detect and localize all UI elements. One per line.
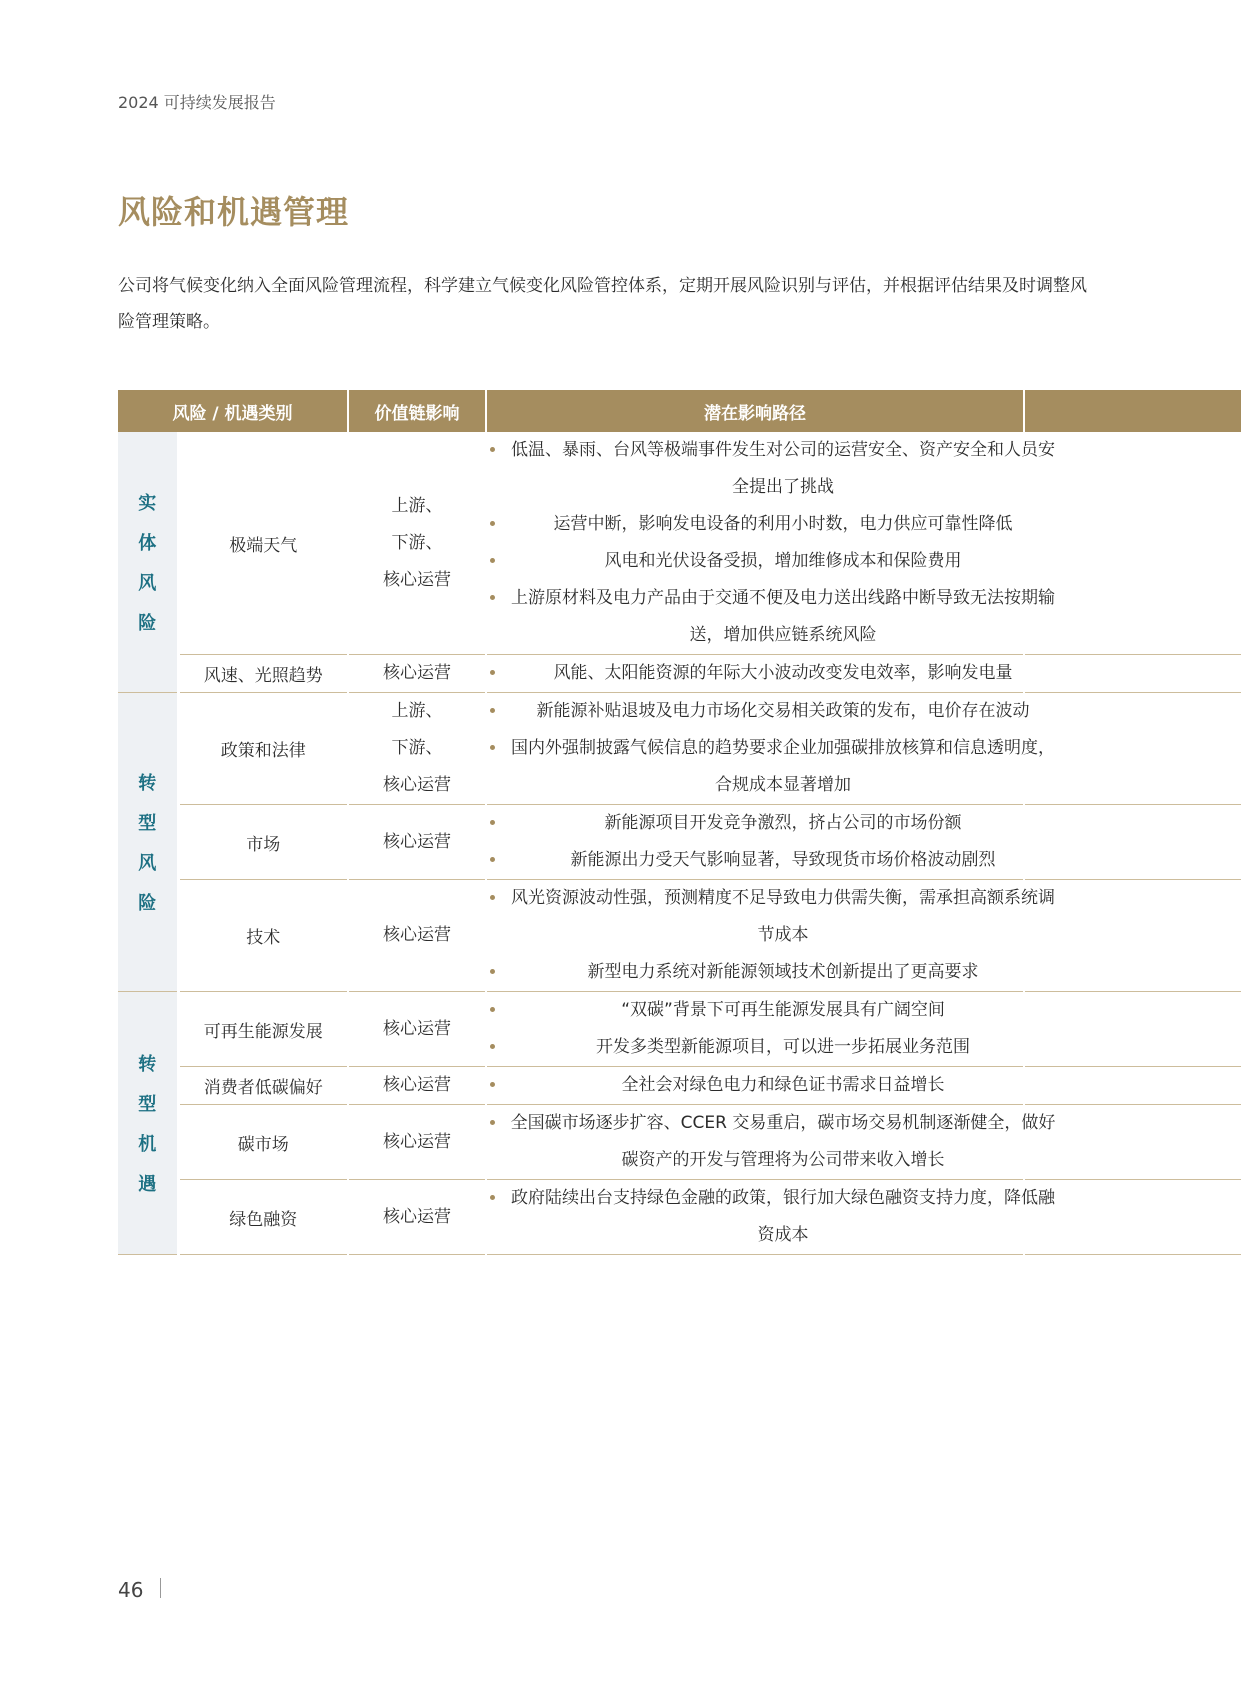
value-chain-cell [348, 432, 486, 655]
page-number-divider [160, 1578, 161, 1598]
intro-paragraph: 公司将气候变化纳入全面风险管理流程，科学建立气候变化风险管控体系，定期开展风险识别与评估，并根据评估结果及时调整风险管理策略。 [118, 276, 1087, 332]
impact-paths-cell [486, 1180, 1056, 1255]
impact-path-item: 上游原材料及电力产品由于交通不便及电力送出线路中断导致无法按期输送，增加供应链系统风险 [487, 580, 1063, 654]
group-label-char: 机 [138, 1134, 157, 1155]
value-chain-item: 核心运营 [383, 831, 452, 852]
group-label-cell [118, 693, 178, 992]
table-header-row [118, 390, 1241, 432]
table-row [118, 655, 1241, 693]
group-label-char: 风 [138, 573, 157, 594]
header-paths: 潜在影响路径 [486, 390, 1024, 432]
category-cell: 极端天气 [178, 432, 348, 655]
group-label-char: 型 [138, 813, 157, 834]
group-label-cell [118, 432, 178, 693]
value-chain-item: 核心运营 [383, 663, 452, 683]
impact-path-item: 新能源出力受天气影响显著，导致现货市场价格波动剧烈 [487, 842, 1063, 879]
impact-paths-cell [486, 432, 1056, 655]
value-chain-item: 核心运营 [383, 1018, 452, 1039]
table-row [118, 432, 1241, 655]
header-spacer [1024, 390, 1241, 432]
table-row [118, 805, 1241, 880]
impact-path-item: 新能源补贴退坡及电力市场化交易相关政策的发布，电价存在波动 [487, 693, 1063, 730]
value-chain-item: 核心运营 [383, 925, 452, 945]
impact-paths-cell [486, 805, 1024, 880]
group-label-char: 遇 [138, 1174, 157, 1195]
category-cell: 技术 [178, 880, 348, 992]
group-label-cell [118, 992, 178, 1255]
impact-path-item: 风电和光伏设备受损，增加维修成本和保险费用 [487, 543, 1063, 580]
group-label [118, 489, 177, 635]
category-cell: 风速、光照趋势 [178, 655, 348, 693]
impact-path-item: 低温、暴雨、台风等极端事件发生对公司的运营安全、资产安全和人员安全提出了挑战 [487, 432, 1063, 506]
group-label-char: 体 [138, 533, 157, 554]
category-cell: 绿色融资 [178, 1180, 348, 1255]
value-chain-item: 核心运营 [383, 775, 452, 795]
category-cell: 政策和法律 [178, 693, 348, 805]
value-chain-item: 下游、 [391, 532, 443, 553]
impact-path-item: 运营中断，影响发电设备的利用小时数，电力供应可靠性降低 [487, 506, 1063, 543]
category-cell: 消费者低碳偏好 [178, 1067, 348, 1105]
table-row [118, 1105, 1241, 1180]
value-chain-cell [348, 1180, 486, 1255]
impact-paths-cell [486, 880, 1056, 992]
impact-paths-cell [486, 992, 1024, 1067]
group-label-char: 险 [138, 613, 157, 634]
value-chain-cell [348, 805, 486, 880]
impact-path-item: 风能、太阳能资源的年际大小波动改变发电效率，影响发电量 [487, 655, 1063, 692]
group-label [118, 769, 177, 915]
group-label-char: 风 [138, 853, 157, 874]
value-chain-item: 核心运营 [383, 1075, 452, 1095]
value-chain-cell [348, 1067, 486, 1105]
impact-path-item: 政府陆续出台支持绿色金融的政策，银行加大绿色融资支持力度，降低融资成本 [487, 1180, 1063, 1254]
impact-path-item: 全社会对绿色电力和绿色证书需求日益增长 [487, 1067, 1063, 1104]
risk-opportunity-table [118, 390, 1241, 1255]
table-row [118, 1067, 1241, 1105]
impact-paths-cell [486, 693, 1056, 805]
group-label-char: 转 [138, 773, 157, 794]
value-chain-item: 上游、 [391, 701, 443, 721]
impact-path-item: 国内外强制披露气候信息的趋势要求企业加强碳排放核算和信息透明度，合规成本显著增加 [487, 730, 1063, 804]
impact-path-item: 风光资源波动性强，预测精度不足导致电力供需失衡，需承担高额系统调节成本 [487, 880, 1063, 954]
group-label-char: 实 [138, 493, 157, 514]
value-chain-item: 核心运营 [383, 569, 452, 590]
category-cell: 碳市场 [178, 1105, 348, 1180]
value-chain-item: 下游、 [391, 738, 443, 758]
page-title: 风险和机遇管理 [118, 193, 350, 231]
group-label-char: 型 [138, 1094, 157, 1115]
value-chain-cell [348, 655, 486, 693]
group-label [118, 1050, 177, 1196]
impact-paths-cell [486, 1105, 1056, 1180]
impact-path-item: “双碳”背景下可再生能源发展具有广阔空间 [487, 992, 1063, 1029]
value-chain-cell [348, 880, 486, 992]
header-value-chain: 价值链影响 [348, 390, 486, 432]
group-label-char: 转 [138, 1054, 157, 1075]
category-cell: 市场 [178, 805, 348, 880]
table-row [118, 1180, 1241, 1255]
impact-path-item: 全国碳市场逐步扩容、CCER 交易重启，碳市场交易机制逐渐健全，做好碳资产的开发与管理将为公司带来收入增长 [487, 1105, 1063, 1179]
value-chain-item: 上游、 [391, 495, 443, 516]
group-label-char: 险 [138, 893, 157, 914]
impact-paths-cell [486, 1067, 1024, 1105]
table-row [118, 992, 1241, 1067]
value-chain-cell [348, 1105, 486, 1180]
table-row [118, 880, 1241, 992]
header-category: 风险 / 机遇类别 [118, 390, 348, 432]
value-chain-item: 核心运营 [383, 1206, 452, 1227]
table-body [118, 432, 1241, 1255]
value-chain-cell [348, 693, 486, 805]
impact-path-item: 新型电力系统对新能源领域技术创新提出了更高要求 [487, 954, 1063, 991]
table-row [118, 693, 1241, 805]
page-number: 46 [118, 1578, 144, 1602]
impact-paths-cell [486, 655, 1024, 693]
report-header: 2024 可持续发展报告 [118, 93, 276, 112]
value-chain-cell [348, 992, 486, 1067]
impact-path-item: 新能源项目开发竞争激烈，挤占公司的市场份额 [487, 805, 1063, 842]
category-cell: 可再生能源发展 [178, 992, 348, 1067]
value-chain-item: 核心运营 [383, 1131, 452, 1152]
impact-path-item: 开发多类型新能源项目，可以进一步拓展业务范围 [487, 1029, 1063, 1066]
